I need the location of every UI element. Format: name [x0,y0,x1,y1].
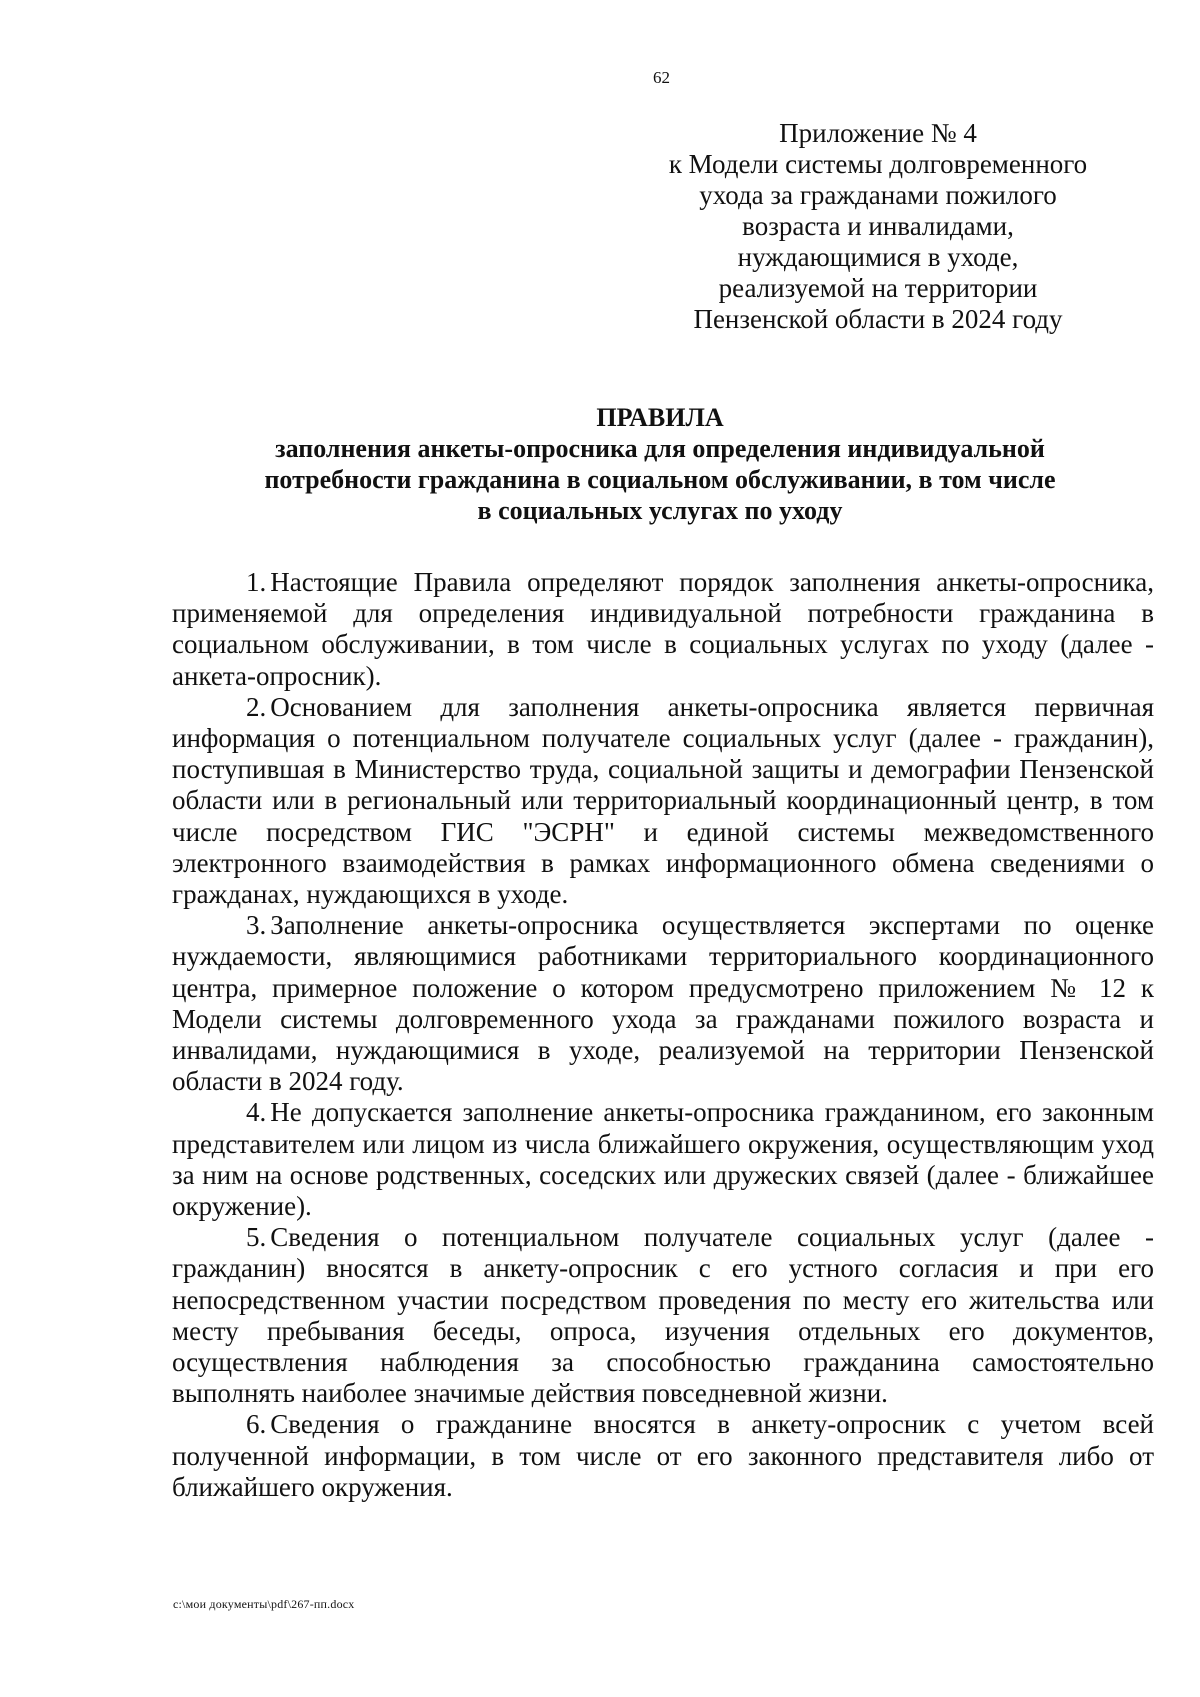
appendix-line: нуждающимися в уходе, [737,242,1019,272]
appendix-block [652,118,1104,335]
appendix-line: Приложение № 4 [779,118,977,148]
page-number: 62 [653,68,670,87]
paragraph-3 [172,910,1154,1097]
paragraph-text: Сведения о гражданине вносятся в анкету-опросник с учетом всей полученной информации, в том числе от его законного представителя либо от ближайшего окружения. [172,1409,1154,1502]
appendix-line: ухода за гражданами пожилого [699,180,1057,210]
appendix-line: возраста и инвалидами, [742,211,1014,241]
paragraph-1 [172,567,1154,692]
title-heading: ПРАВИЛА [596,403,724,432]
paragraph-text: Сведения о потенциальном получателе социальных услуг (далее - гражданин) вносятся в анкету-опросник с его устного согласия и при его непосредственном участии посредством проведения по месту его жительства или месту пребывания беседы, опроса, изучения отдельных его документов, осуществления наблюдения за способностью гражданина самостоятельно выполнять наиболее значимые действия повседневной жизни. [172,1222,1154,1409]
appendix-line: к Модели системы долговременного [668,149,1088,179]
paragraph-number: 4. [246,1097,267,1128]
paragraph-number: 5. [246,1222,267,1253]
document-title [160,402,1160,526]
title-line: потребности гражданина в социальном обслуживании, в том числе [264,465,1056,494]
footer-file-path: c:\мои документы\pdf\267-пп.docx [173,1597,355,1611]
paragraph-text: Основанием для заполнения анкеты-опросника является первичная информация о потенциальном получателе социальных услуг (далее - гражданин), поступившая в Министерство труда, социальной защиты и демографии Пензенской области или в региональный или территориальный координационный центр, в том числе посредством ГИС "ЭСРН" и единой системы межведомственного электронного взаимодействия в рамках информационного обмена сведениями о гражданах, нуждающихся в уходе. [172,691,1154,910]
paragraph-4 [172,1097,1154,1222]
document-body [172,567,1154,1503]
title-line: в социальных услугах по уходу [477,496,843,525]
title-line: заполнения анкеты-опросника для определения индивидуальной [275,434,1045,463]
paragraph-text: Настоящие Правила определяют порядок заполнения анкеты-опросника, применяемой для определения индивидуальной потребности гражданина в социальном обслуживании, в том числе в социальных услугах по уходу (далее - анкета-опросник). [172,567,1154,691]
paragraph-number: 1. [246,567,267,597]
paragraph-number: 2. [246,691,267,722]
appendix-line: Пензенской области в 2024 году [693,304,1063,334]
paragraph-text: Не допускается заполнение анкеты-опросника гражданином, его законным представителем или лицом из числа ближайшего окружения, осуществляющим уход за ним на основе родственных, соседских или дружеских связей (далее - ближайшее окружение). [172,1097,1154,1222]
paragraph-number: 3. [246,910,267,941]
paragraph-5 [172,1222,1154,1409]
paragraph-text: Заполнение анкеты-опросника осуществляется экспертами по оценке нуждаемости, являющимися работниками территориального координационного центра, примерное положение о котором предусмотрено приложением № 12 к Модели системы долговременного ухода за гражданами пожилого возраста и инвалидами, нуждающимися в уходе, реализуемой на территории Пензенской области в 2024 году. [172,910,1154,1097]
paragraph-number: 6. [246,1409,267,1440]
appendix-line: реализуемой на территории [718,273,1038,303]
paragraph-2 [172,692,1154,910]
paragraph-6 [172,1409,1154,1503]
